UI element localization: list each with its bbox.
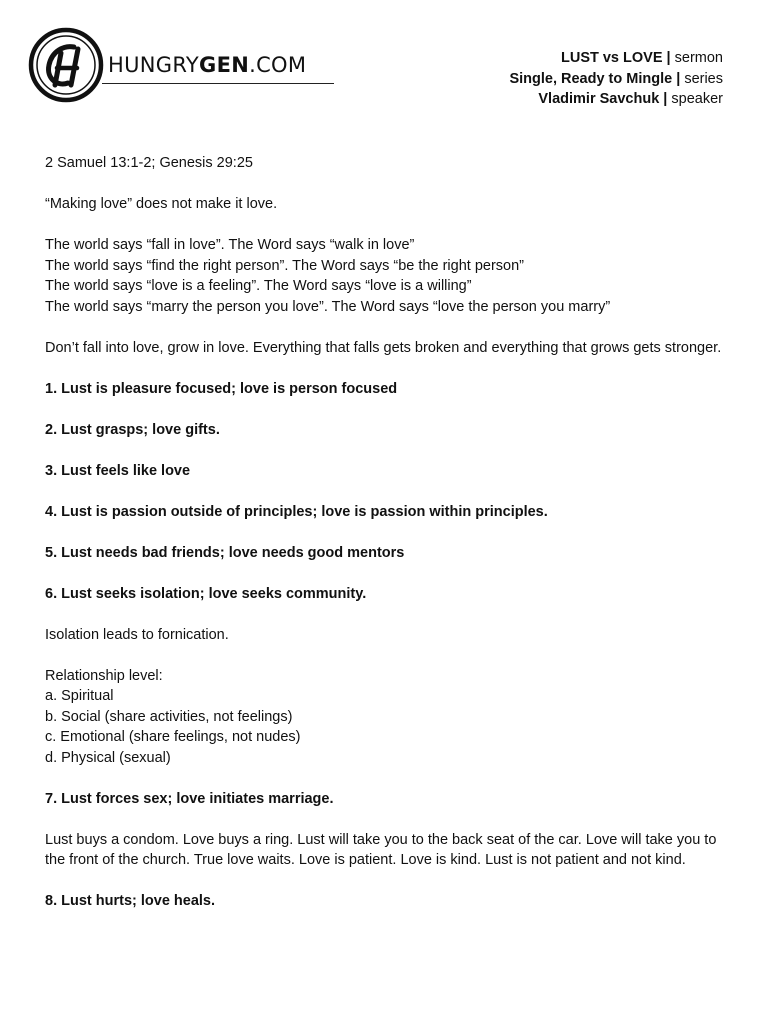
point-5: 5. Lust needs bad friends; love needs good mentors (45, 544, 405, 561)
isolation-statement: Isolation leads to fornication. (45, 626, 229, 643)
condom-ring-paragraph: Lust buys a condom. Love buys a ring. Lust will take you to the back seat of the car. Love will take you to the front of the church. True love waits. Love is patient. Love is kind. Lust is not patient and not kind. (45, 831, 717, 868)
meta-separator: | (662, 50, 675, 66)
grow-in-love-paragraph: Don’t fall into love, grow in love. Everything that falls gets broken and everything that grows gets stronger. (45, 339, 722, 356)
logo-word-gen: GEN (199, 53, 250, 77)
meta-speaker (509, 89, 723, 110)
relationship-level-item: c. Emotional (share feelings, not nudes) (45, 729, 301, 745)
relationship-level-title: Relationship level: (45, 667, 163, 684)
meta-speaker-name: Vladimir Savchuk (538, 91, 660, 107)
meta-series (509, 69, 723, 90)
logo-wordmark (108, 53, 306, 77)
hungrygen-logo-mark-icon (28, 27, 104, 103)
logo-word-hungry: HUNGRY (108, 53, 200, 77)
meta-speaker-label: speaker (671, 91, 723, 107)
point-2: 2. Lust grasps; love gifts. (45, 421, 220, 438)
point-3: 3. Lust feels like love (45, 462, 191, 479)
relationship-level-item: b. Social (share activities, not feelings) (45, 708, 293, 725)
world-says-line: The world says “marry the person you love”. The Word says “love the person you marry” (45, 298, 611, 315)
meta-sermon-title: LUST vs LOVE (560, 50, 663, 66)
logo-underline (102, 83, 334, 84)
logo-word-com: .COM (249, 53, 307, 77)
relationship-level-item: d. Physical (sexual) (45, 749, 171, 766)
meta-sermon (509, 48, 723, 69)
hungrygen-logo (28, 27, 338, 103)
meta-sermon-label: sermon (674, 50, 723, 66)
world-says-line: The world says “fall in love”. The Word says “walk in love” (45, 237, 415, 253)
scripture-reference: 2 Samuel 13:1-2; Genesis 29:25 (45, 155, 253, 171)
point-1: 1. Lust is pleasure focused; love is person focused (45, 380, 398, 397)
relationship-level-item: a. Spiritual (45, 688, 114, 704)
world-says-line: The world says “find the right person”. The Word says “be the right person” (45, 257, 524, 274)
opening-quote: “Making love” does not make it love. (45, 196, 278, 212)
meta-separator: | (672, 70, 685, 87)
meta-separator: | (659, 91, 672, 107)
sermon-meta (509, 48, 723, 110)
sermon-notes (45, 153, 735, 912)
meta-series-title: Single, Ready to Mingle (509, 70, 673, 87)
world-says-line: The world says “love is a feeling”. The Word says “love is a willing” (45, 278, 472, 294)
point-4: 4. Lust is passion outside of principles; love is passion within principles. (45, 503, 548, 520)
point-6: 6. Lust seeks isolation; love seeks community. (45, 585, 367, 602)
meta-series-label: series (684, 70, 723, 87)
point-7: 7. Lust forces sex; love initiates marriage. (45, 790, 334, 807)
point-8: 8. Lust hurts; love heals. (45, 893, 216, 909)
